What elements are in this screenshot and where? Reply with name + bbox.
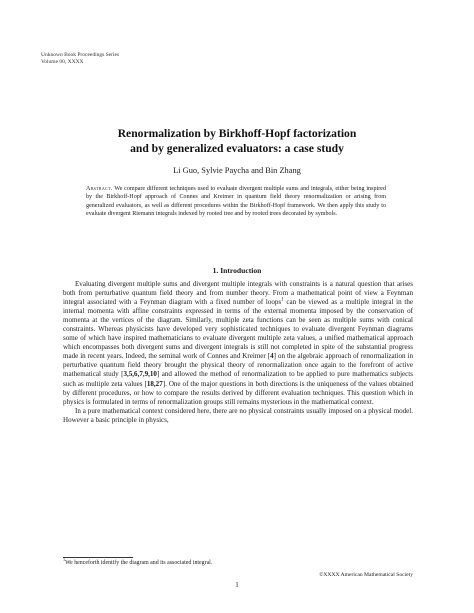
footnote-number: 1: [63, 557, 66, 563]
title-line-1: Renormalization by Birkhoff-Hopf factorization: [117, 127, 357, 140]
paragraph-1-text-e: ]. One of the major questions in both directions is the uniqueness of the values obtained by different procedures, or how to compare the results derived by different evaluation techniques. This question which in physics is formulated in terms of renormalization groups still remains mysterious in the mathematical context.: [63, 379, 413, 406]
paper-title: [60, 126, 414, 156]
citation-ref[interactable]: 3,5,6,7,9,10: [123, 370, 157, 379]
paragraph-1-text-d: ] and allowed the method of renormalization to be applied to pure mathematics subjects such as multiple zeta values [: [63, 370, 413, 388]
abstract-text: We compare different techniques used to evaluate divergent multiple sums and integrals, either being inspired by the Birkhoff-Hopf approach of Connes and Kreimer in quantum field theory renormalization or arising from generalized evaluators, as well as different procedures within the Birkhoff-Hopf framework. We then apply this study to evaluate divergent Riemann integrals indexed by rooted tree and by rooted trees decorated by symbols.: [86, 186, 386, 217]
footnote: [63, 557, 413, 567]
copyright-notice: ©XXXX American Mathematical Society: [319, 572, 413, 578]
body-text: [63, 280, 413, 425]
footnote-divider: [63, 557, 133, 558]
footnote-marker[interactable]: 1: [281, 297, 284, 303]
citation-ref[interactable]: 4: [270, 352, 274, 361]
author-list: Li Guo, Sylvie Paycha and Bin Zhang: [173, 166, 301, 175]
section-heading: 1. Introduction: [212, 266, 262, 275]
title-line-2: and by generalized evaluators: a case study: [130, 142, 344, 155]
page-number: 1: [235, 581, 239, 589]
series-name: Unknown Book Proceedings Series: [41, 52, 120, 58]
series-volume: Volume 00, XXXX: [41, 59, 84, 65]
paragraph-1: [63, 280, 413, 407]
paragraph-1-text-c: ] on the algebraic approach of renormalization in perturbative quantum field theory brought the physical theory of renormalization once again to the forefront of active mathematical study [: [63, 352, 413, 379]
paragraph-2: In a pure mathematical context considered here, there are no physical constraints usually imposed on a physical model. However a basic principle in physics,: [63, 406, 413, 424]
paragraph-1-text-b: can be viewed as a multiple integral in the internal momenta with affine constraints expressed in terms of the external momenta imposed by the conservation of momenta at the vertices of the diagram. Similarly, multiple zeta functions can be seen as multiple sums with conical constraints. Whereas physicists have developed very sophisticated techniques to evaluate divergent Feynman diagrams some of which have inspired mathematicians to evaluate divergent multiple zeta values, a unified mathematical approach which encompasses both divergent sums and divergent integrals is still not completed in spite of the substantial progress made in recent years. Indeed, the seminal work of Connes and Kreimer [: [63, 298, 413, 361]
paragraph-1-text-a: Evaluating divergent multiple sums and divergent multiple integrals with constraints is a natural question that arises both from perturbative quantum field theory and from number theory. From a mathematical point of view a Feynman integral associated with a Feynman diagram with a fixed number of loops: [63, 280, 413, 307]
abstract-label: Abstract.: [86, 186, 113, 192]
footnote-text: We henceforth identify the diagram and its associated integral.: [65, 560, 213, 566]
citation-ref[interactable]: 18,27: [146, 379, 163, 388]
abstract: [86, 185, 386, 218]
series-info: [41, 52, 119, 66]
